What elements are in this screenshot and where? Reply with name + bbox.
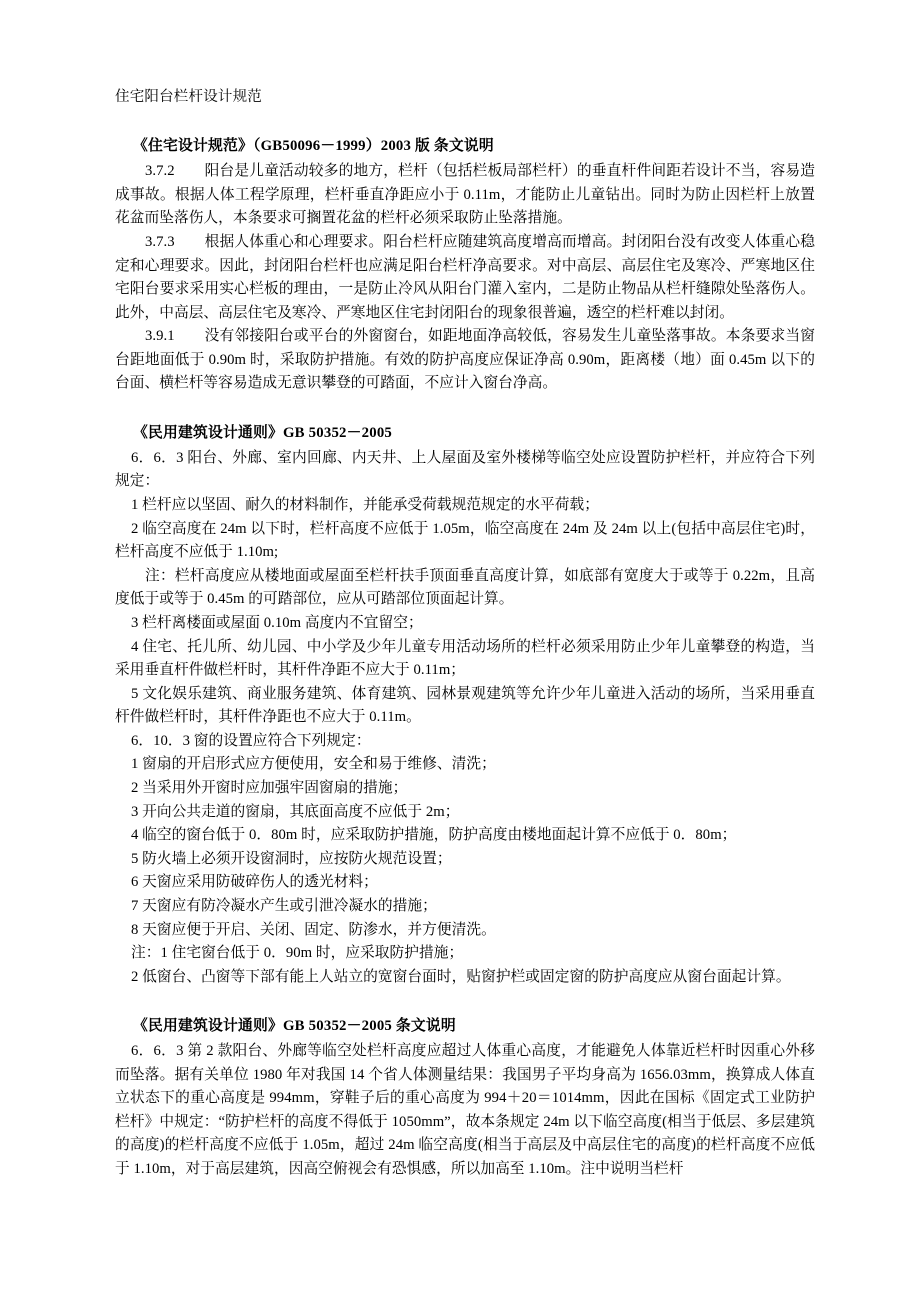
paragraph-clause-6-10-3-item-1: 1 窗扇的开启形式应方便使用，安全和易于维修、清洗； xyxy=(131,756,496,773)
spacer xyxy=(115,396,815,422)
paragraph-clause-3-9-1: 3.9.1 没有邻接阳台或平台的外窗窗台，如距地面净高较低，容易发生儿童坠落事故。本条要求当窗台距地面低于 0.90m 时，采取防护措施。有效的防护高度应保证净高 0.90m，距离楼（地）面 0.45m 以下的台面、横栏杆等容易造成无意识攀登的可踏面，不应计入窗台净高。 xyxy=(115,328,815,392)
spacer xyxy=(115,989,815,1015)
section-heading-gb50352-explain: 《民用建筑设计通则》GB 50352－2005 条文说明 xyxy=(133,1018,456,1035)
paragraph-clause-6-6-3-item-1: 1 栏杆应以坚固、耐久的材料制作，并能承受荷载规范规定的水平荷载； xyxy=(131,496,599,513)
paragraph-clause-6-6-3-note: 注：栏杆高度应从楼地面或屋面至栏杆扶手顶面垂直高度计算，如底部有宽度大于或等于 0.22m，且高度低于或等于 0.45m 的可踏部位，应从可踏部位顶面起计算。 xyxy=(115,567,815,608)
paragraph-clause-6-10-3-item-8: 8 天窗应便于开启、关闭、固定、防渗水，并方便清洗。 xyxy=(131,921,496,938)
paragraph-clause-6-10-3-note-2: 2 低窗台、凸窗等下部有能上人站立的宽窗台面时，贴窗护栏或固定窗的防护高度应从窗台面起计算。 xyxy=(131,968,791,985)
paragraph-clause-6-6-3: 6．6．3 阳台、外廊、室内回廊、内天井、上人屋面及室外楼梯等临空处应设置防护栏杆，并应符合下列规定： xyxy=(115,449,815,490)
section-heading-gb50096: 《住宅设计规范》（GB50096－1999）2003 版 条文说明 xyxy=(133,138,494,155)
paragraph-clause-6-10-3-item-5: 5 防火墙上必须开设窗洞时，应按防火规范设置； xyxy=(131,850,452,867)
section-heading-gb50352: 《民用建筑设计通则》GB 50352－2005 xyxy=(133,425,393,442)
spacer xyxy=(115,108,815,135)
paragraph-clause-6-10-3-item-7: 7 天窗应有防冷凝水产生或引泄冷凝水的措施； xyxy=(131,898,437,915)
paragraph-clause-6-10-3-item-2: 2 当采用外开窗时应加强牢固窗扇的措施； xyxy=(131,780,408,797)
paragraph-clause-6-6-3-item-5: 5 文化娱乐建筑、商业服务建筑、体育建筑、园林景观建筑等允许少年儿童进入活动的场所，当采用垂直杆件做栏杆时，其杆件净距也不应大于 0.11m。 xyxy=(115,685,815,726)
paragraph-clause-3-7-3: 3.7.3 根据人体重心和心理要求。阳台栏杆应随建筑高度增高而增高。封闭阳台没有改变人体重心稳定和心理要求。因此，封闭阳台栏杆也应满足阳台栏杆净高要求。对中高层、高层住宅及寒冷、严寒地区住宅阳台要求采用实心栏板的理由，一是防止冷风从阳台门灌入室内，二是防止物品从栏杆缝隙处坠落伤人。此外，中高层、高层住宅及寒冷、严寒地区住宅封闭阳台的现象很普遍，透空的栏杆难以封闭。 xyxy=(115,233,815,321)
paragraph-clause-6-10-3-item-6: 6 天窗应采用防破碎伤人的透光材料； xyxy=(131,874,378,891)
paragraph-clause-6-6-3-item-4: 4 住宅、托儿所、幼儿园、中小学及少年儿童专用活动场所的栏杆必须采用防止少年儿童攀登的构造，当采用垂直杆件做栏杆时，其杆件净距不应大于 0.11m； xyxy=(115,638,815,679)
paragraph-clause-3-7-2: 3.7.2 阳台是儿童活动较多的地方，栏杆（包括栏板局部栏杆）的垂直杆件间距若设计不当，容易造成事故。根据人体工程学原理，栏杆垂直净距应小于 0.11m，才能防止儿童钻出。同时为防止因栏杆上放置花盆而坠落伤人，本条要求可搁置花盆的栏杆必须采取防止坠落措施。 xyxy=(115,163,815,227)
paragraph-clause-6-10-3: 6．10．3 窗的设置应符合下列规定： xyxy=(131,732,371,749)
paragraph-clause-6-6-3-item-2: 2 临空高度在 24m 以下时，栏杆高度不应低于 1.05m，临空高度在 24m 及 24m 以上(包括中高层住宅)时，栏杆高度不应低于 1.10m; xyxy=(115,520,815,561)
paragraph-clause-6-6-3-explain: 6．6．3 第 2 款阳台、外廊等临空处栏杆高度应超过人体重心高度，才能避免人体靠近栏杆时因重心外移而坠落。据有关单位 1980 年对我国 14 个省人体测量结果：我国男子平均身高为 1656.03mm，换算成人体直立状态下的重心高度是 994mm，穿鞋子后的重心高度为 994＋20＝1014mm，因此在国标《固定式工业防护栏杆》中规定：“防护栏杆的高度不得低于 1050mm”，故本条规定 24m 以下临空高度(相当于低层、多层建筑的高度)的栏杆高度不应低于 1.05m，超过 24m 临空高度(相当于高层及中高层住宅的高度)的栏杆高度不应低于 1.10m，对于高层建筑，因高空俯视会有恐惧感，所以加高至 1.10m。注中说明当栏杆 xyxy=(115,1043,815,1178)
page-title: 住宅阳台栏杆设计规范 xyxy=(115,89,262,105)
paragraph-clause-6-6-3-item-3: 3 栏杆离楼面或屋面 0.10m 高度内不宜留空； xyxy=(131,614,423,631)
paragraph-clause-6-10-3-item-4: 4 临空的窗台低于 0．80m 时，应采取防护措施，防护高度由楼地面起计算不应低于 0．80m； xyxy=(131,827,737,844)
paragraph-clause-6-10-3-item-3: 3 开向公共走道的窗扇，其底面高度不应低于 2m； xyxy=(131,803,460,820)
document-content xyxy=(115,86,815,1182)
paragraph-clause-6-10-3-note-1: 注：1 住宅窗台低于 0．90m 时，应采取防护措施； xyxy=(131,945,464,962)
